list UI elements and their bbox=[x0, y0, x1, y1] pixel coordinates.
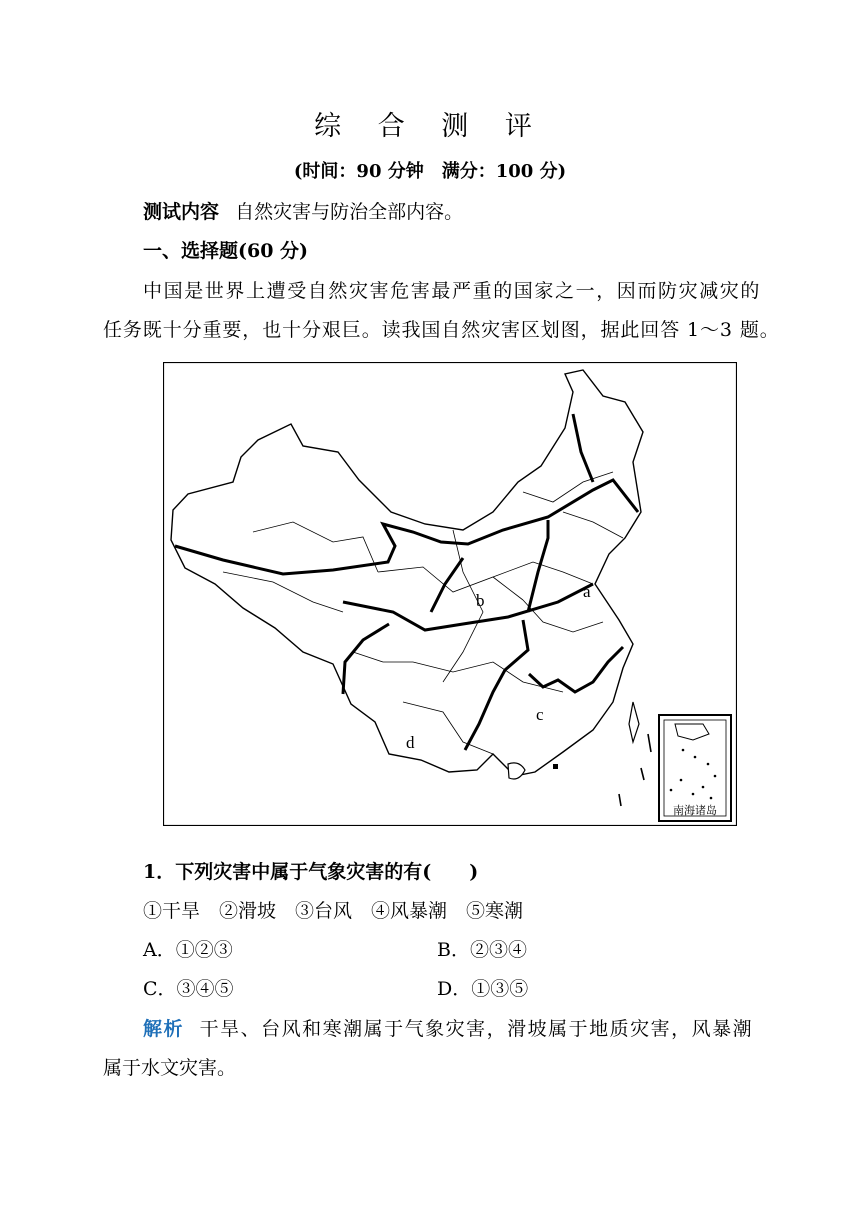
analysis-text-1: 干旱、台风和寒潮属于气象灾害，滑坡属于地质灾害，风暴潮 bbox=[199, 1018, 754, 1040]
test-content-text: 自然灾害与防治全部内容。 bbox=[235, 201, 464, 223]
page-title: 综 合 测 评 bbox=[314, 111, 546, 142]
analysis-line-2: 属于水文灾害。 bbox=[103, 1057, 237, 1079]
region-label-a: a bbox=[583, 582, 591, 601]
region-label-d: d bbox=[406, 733, 415, 752]
analysis-label: 解析 bbox=[143, 1018, 185, 1040]
inset-label: 南海诸岛 bbox=[673, 804, 717, 817]
question-1: 1．下列灾害中属于气象灾害的有( ) bbox=[143, 861, 479, 883]
analysis-line-1 bbox=[143, 1014, 753, 1041]
intro-line-2: 任务既十分重要，也十分艰巨。读我国自然灾害区划图，据此回答 1～3 题。 bbox=[103, 319, 780, 341]
exam-info: (时间：90 分钟 满分：100 分) bbox=[293, 161, 567, 182]
intro-line-1: 中国是世界上遭受自然灾害危害最严重的国家之一，因而防灾减灾的 bbox=[143, 280, 762, 302]
disaster-zoning-map bbox=[163, 362, 737, 826]
option-d: D．①③⑤ bbox=[437, 978, 529, 1000]
region-label-c: c bbox=[536, 705, 544, 724]
test-content-label: 测试内容 bbox=[143, 201, 220, 223]
option-b: B．②③④ bbox=[437, 939, 527, 961]
option-a: A．①②③ bbox=[143, 939, 233, 961]
region-label-b: b bbox=[476, 591, 485, 610]
question-1-items: ①干旱 ②滑坡 ③台风 ④风暴潮 ⑤寒潮 bbox=[143, 900, 524, 922]
test-content-line bbox=[143, 197, 463, 224]
section-heading: 一、选择题(60 分) bbox=[143, 240, 309, 262]
option-c: C．③④⑤ bbox=[143, 978, 234, 1000]
